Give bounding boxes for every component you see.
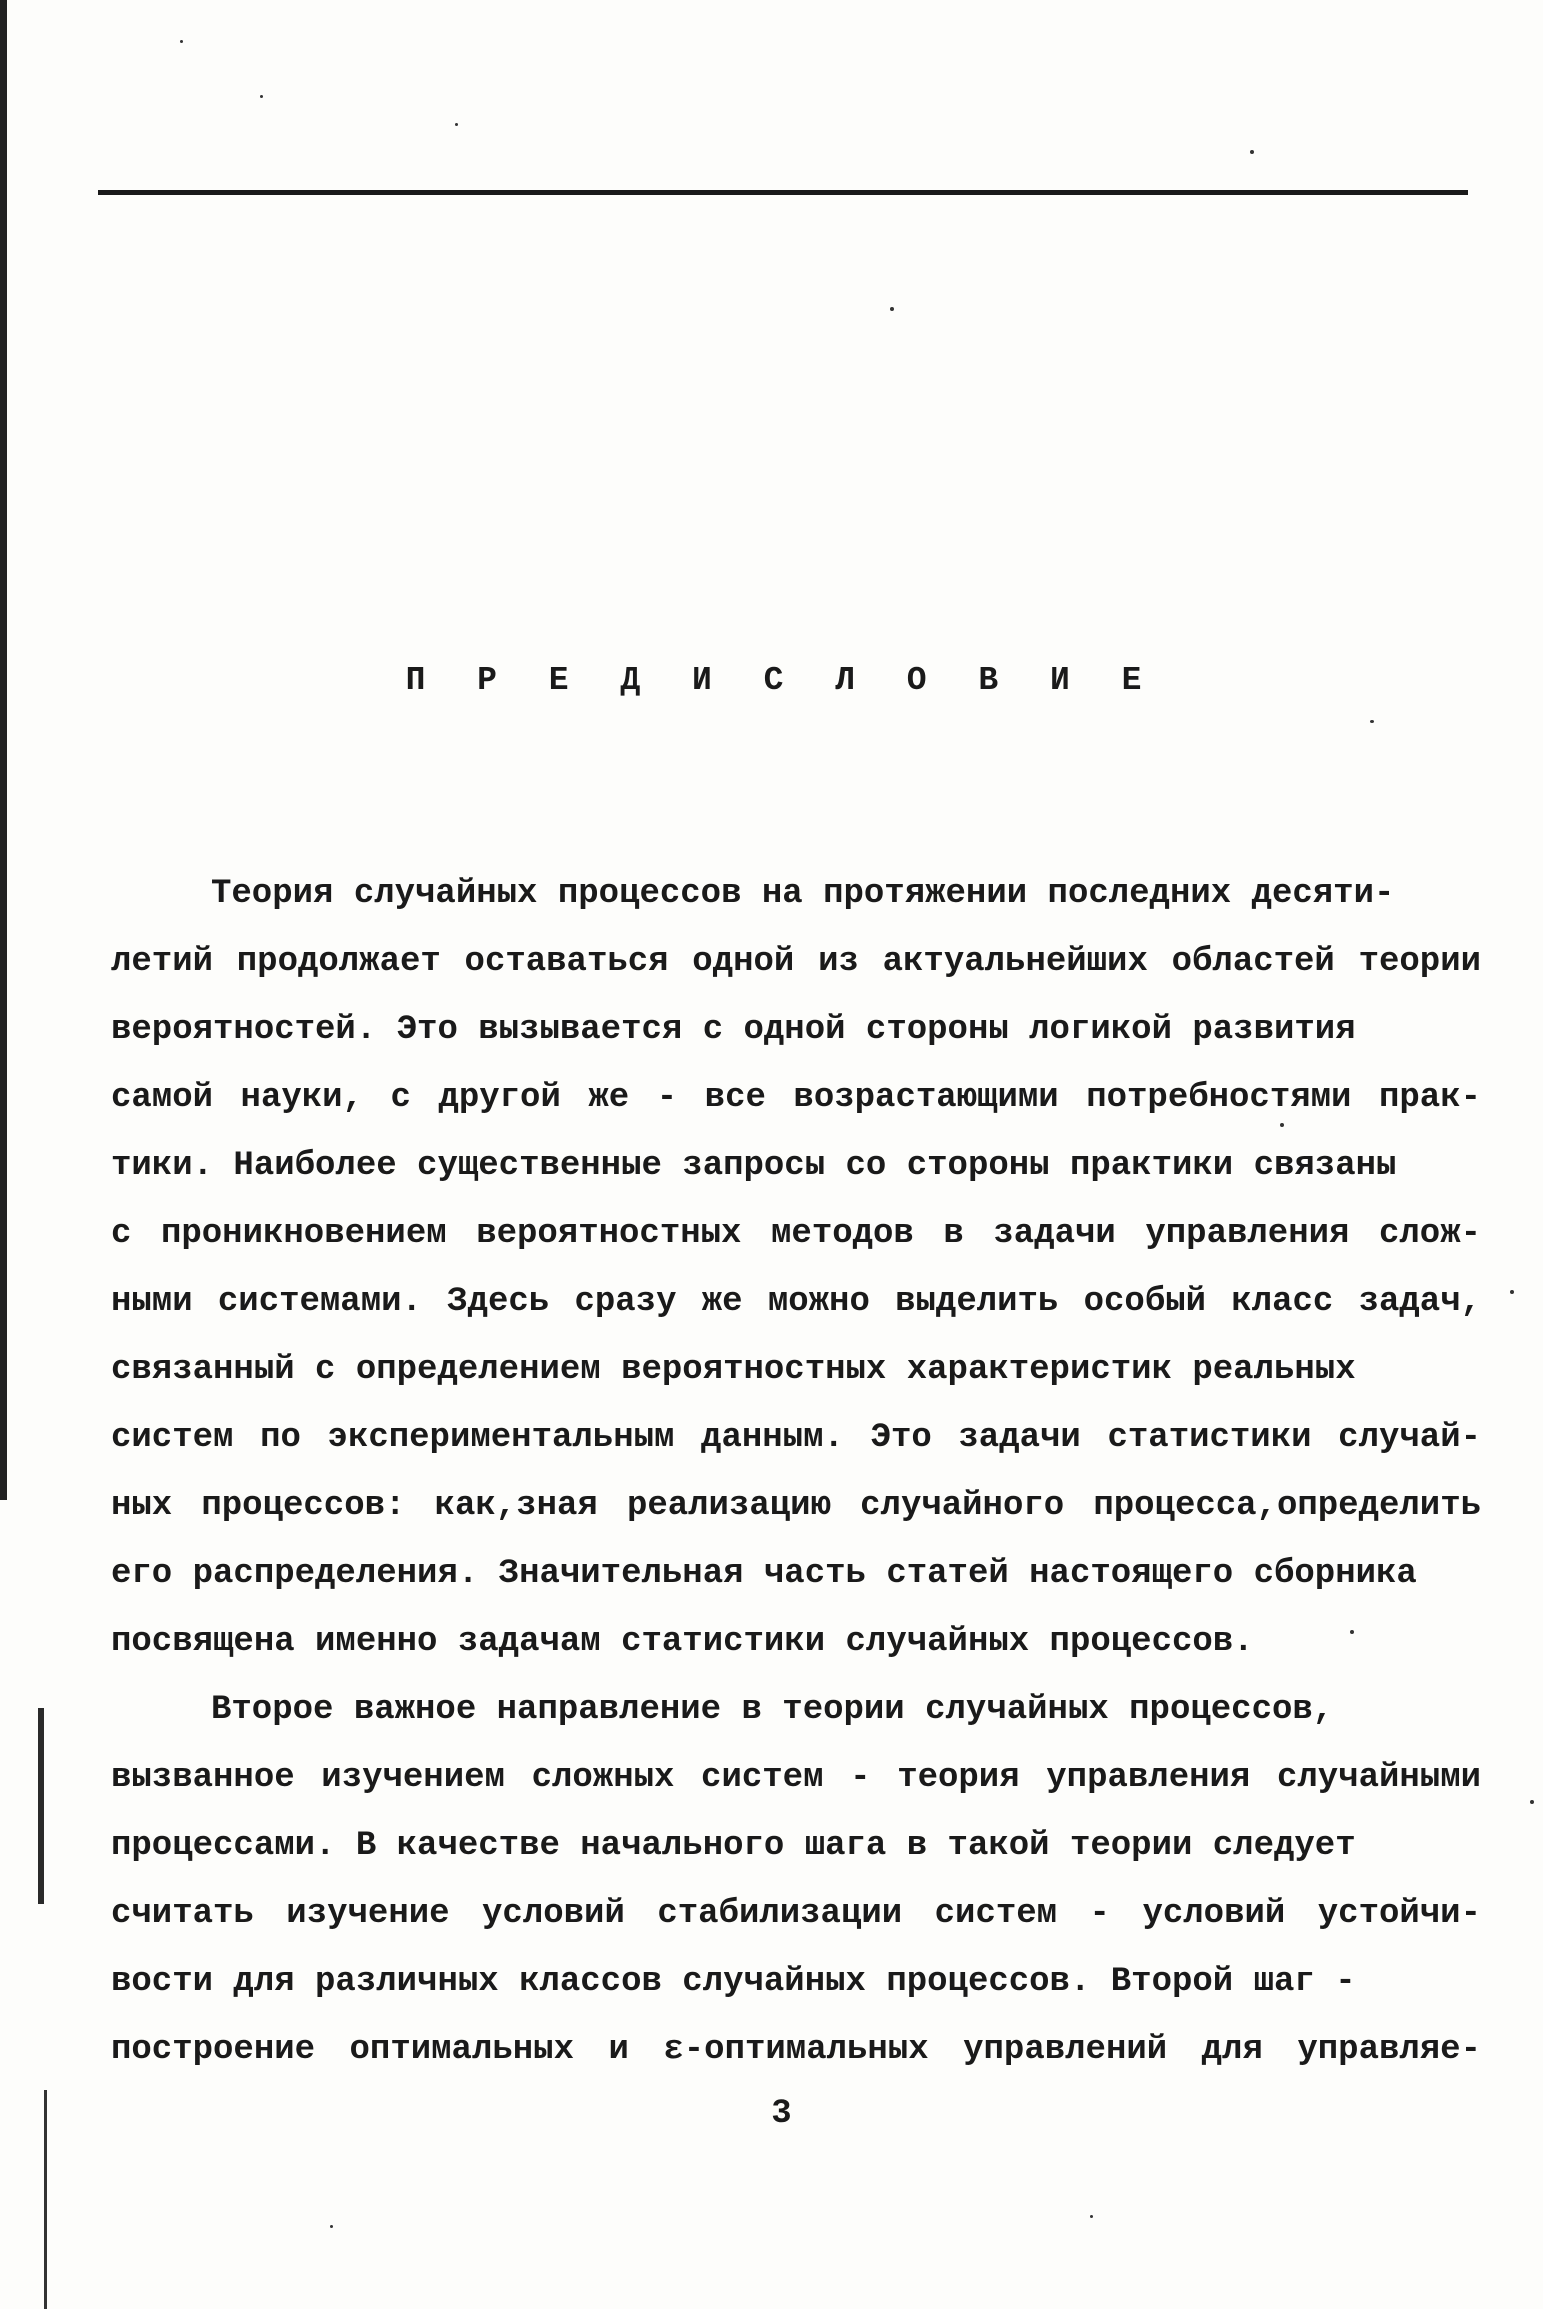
scan-speck xyxy=(890,307,894,311)
scan-speck xyxy=(260,95,263,98)
scan-speck xyxy=(1250,150,1254,154)
body-text xyxy=(111,860,1481,2084)
scan-speck xyxy=(1350,1630,1354,1634)
scan-speck xyxy=(1090,2215,1093,2218)
text-line: построение оптимальных и ε-оптимальных управлений для управляе- xyxy=(111,2031,1481,2069)
text-line: ных процессов: как,зная реализацию случайного процесса,определить xyxy=(111,1487,1481,1525)
text-line: ными системами. Здесь сразу же можно выделить особый класс задач, xyxy=(111,1283,1481,1321)
text-line: его распределения. Значительная часть статей настоящего сборника xyxy=(111,1555,1417,1593)
scan-speck xyxy=(455,123,458,126)
header-rule xyxy=(98,190,1468,195)
text-line: связанный с определением вероятностных характеристик реальных xyxy=(111,1351,1356,1389)
binding-shadow xyxy=(0,0,7,1500)
page-number: 3 xyxy=(771,2095,792,2133)
text-line: вызванное изучением сложных систем - теория управления случайными xyxy=(111,1759,1481,1797)
scan-speck xyxy=(180,40,183,43)
text-line: вости для различных классов случайных процессов. Второй шаг - xyxy=(111,1963,1356,2001)
page-title: П Р Е Д И С Л О В И Е xyxy=(405,662,1158,699)
text-line: самой науки, с другой же - все возрастающими потребностями прак- xyxy=(111,1079,1481,1117)
scan-speck xyxy=(330,2225,333,2228)
text-line: с проникновением вероятностных методов в задачи управления слож- xyxy=(111,1215,1481,1253)
text-line: вероятностей. Это вызывается с одной стороны логикой развития xyxy=(111,1011,1356,1049)
text-line: считать изучение условий стабилизации систем - условий устойчи- xyxy=(111,1895,1481,1933)
scan-speck xyxy=(1510,1290,1514,1294)
scan-speck xyxy=(1530,1800,1534,1804)
text-line: летий продолжает оставаться одной из актуальнейших областей теории xyxy=(111,943,1481,981)
text-line: Второе важное направление в теории случайных процессов, xyxy=(211,1691,1334,1729)
binding-shadow-lower xyxy=(38,1708,44,1904)
text-line: тики. Наиболее существенные запросы со стороны практики связаны xyxy=(111,1147,1397,1185)
text-line: посвящена именно задачам статистики случайных процессов. xyxy=(111,1623,1254,1661)
scan-speck xyxy=(1280,1123,1284,1127)
text-line: систем по экспериментальным данным. Это задачи статистики случай- xyxy=(111,1419,1481,1457)
text-line: Теория случайных процессов на протяжении последних десяти- xyxy=(211,875,1395,913)
text-line: процессами. В качестве начального шага в такой теории следует xyxy=(111,1827,1356,1865)
scan-speck xyxy=(1370,720,1374,723)
